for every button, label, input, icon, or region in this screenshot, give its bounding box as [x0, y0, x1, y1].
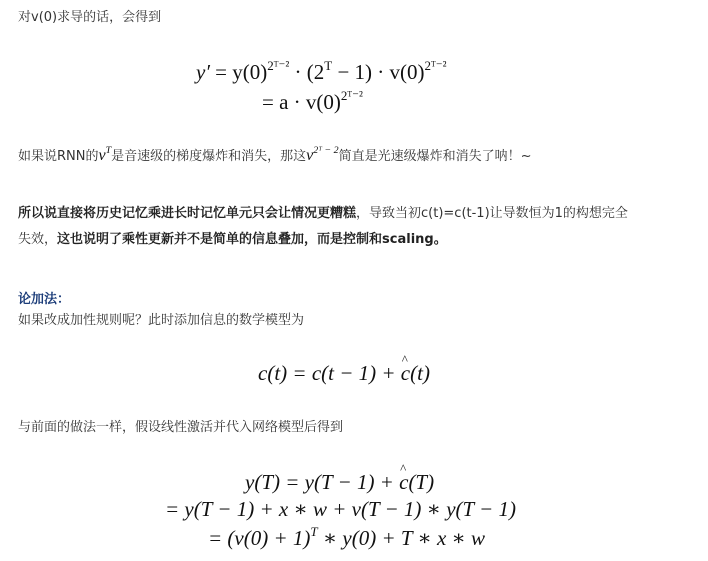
- eq3-line3-exp: T: [310, 523, 318, 539]
- conclusion-bold-1: 所以说直接将历史记忆乘进长时记忆单元只会让情况更糟糕: [18, 206, 357, 221]
- eq1-lhs: y′: [196, 60, 210, 84]
- eq3-line1-a: y(T) = y(T − 1) +: [245, 470, 400, 494]
- rnn-part-3: 简直是光速级爆炸和消失了呐！~: [338, 149, 532, 164]
- eq1-part-a: = y(0): [215, 60, 268, 84]
- inline-sup-t: T: [105, 145, 112, 157]
- follow-text: 与前面的做法一样，假设线性激活并代入网络模型后得到: [18, 420, 344, 435]
- equation-3-line-2: [165, 497, 516, 522]
- inline-sup-2t: 2ᵀ − 2: [313, 145, 339, 157]
- additive-intro: 如果改成加性规则呢？此时添加信息的数学模型为: [18, 313, 305, 328]
- section-title-additive: 论加法：: [18, 292, 71, 307]
- equation-2: [258, 361, 430, 386]
- conclusion-paragraph-line-2: [18, 231, 447, 249]
- eq2-part-b: (t): [410, 361, 430, 385]
- eq1-part-c: − 1) · v(0): [332, 60, 425, 84]
- eq3-line3-b: ∗ y(0) + T ∗ x ∗ w: [317, 526, 486, 550]
- eq1-line2-exp: 2ᵀ⁻²: [340, 87, 363, 103]
- eq3-hat-c: ^ c: [399, 470, 408, 495]
- eq1-line2-a: = a · v(0): [262, 90, 341, 114]
- conclusion-paragraph-line-1: [18, 205, 628, 223]
- equation-1-line-2: [262, 87, 363, 115]
- eq3-line1-b: (T): [408, 470, 435, 494]
- eq1-part-b: · (2: [289, 60, 325, 84]
- equation-3-line-3: [208, 523, 486, 551]
- rnn-explanation: [18, 147, 532, 166]
- inline-v-power-t: [98, 147, 111, 164]
- rnn-part-1: 如果说RNN的: [18, 149, 99, 164]
- conclusion-normal-1: ，导致当初c(t)=c(t-1)让导数恒为1的构想完全: [356, 206, 628, 221]
- inline-v-power-2t: [306, 147, 338, 164]
- equation-1-line-1: [196, 57, 447, 85]
- equation-3-line-1: [245, 470, 434, 495]
- eq3-line3-a: = (v(0) + 1): [208, 526, 311, 550]
- rnn-part-2: 是音速级的梯度爆炸和消失，那这: [111, 149, 307, 164]
- conclusion-normal-2: 失效，: [18, 232, 58, 247]
- eq1-exp-3: 2ᵀ⁻²: [424, 57, 447, 73]
- conclusion-bold-2: 这也说明了乘性更新并不是简单的信息叠加，而是控制和scaling。: [57, 232, 447, 247]
- intro-text: 对v(0)求导的话，会得到: [18, 10, 162, 25]
- inline-v2: v: [306, 147, 314, 164]
- eq1-exp-2: T: [324, 57, 333, 73]
- eq2-part-a: c(t) = c(t − 1) +: [258, 361, 401, 385]
- inline-v: v: [98, 147, 106, 164]
- eq2-hat-c: ^ c: [401, 361, 410, 386]
- eq1-exp-1: 2ᵀ⁻²: [267, 57, 290, 73]
- eq3-line2: = y(T − 1) + x ∗ w + v(T − 1) ∗ y(T − 1): [165, 497, 516, 521]
